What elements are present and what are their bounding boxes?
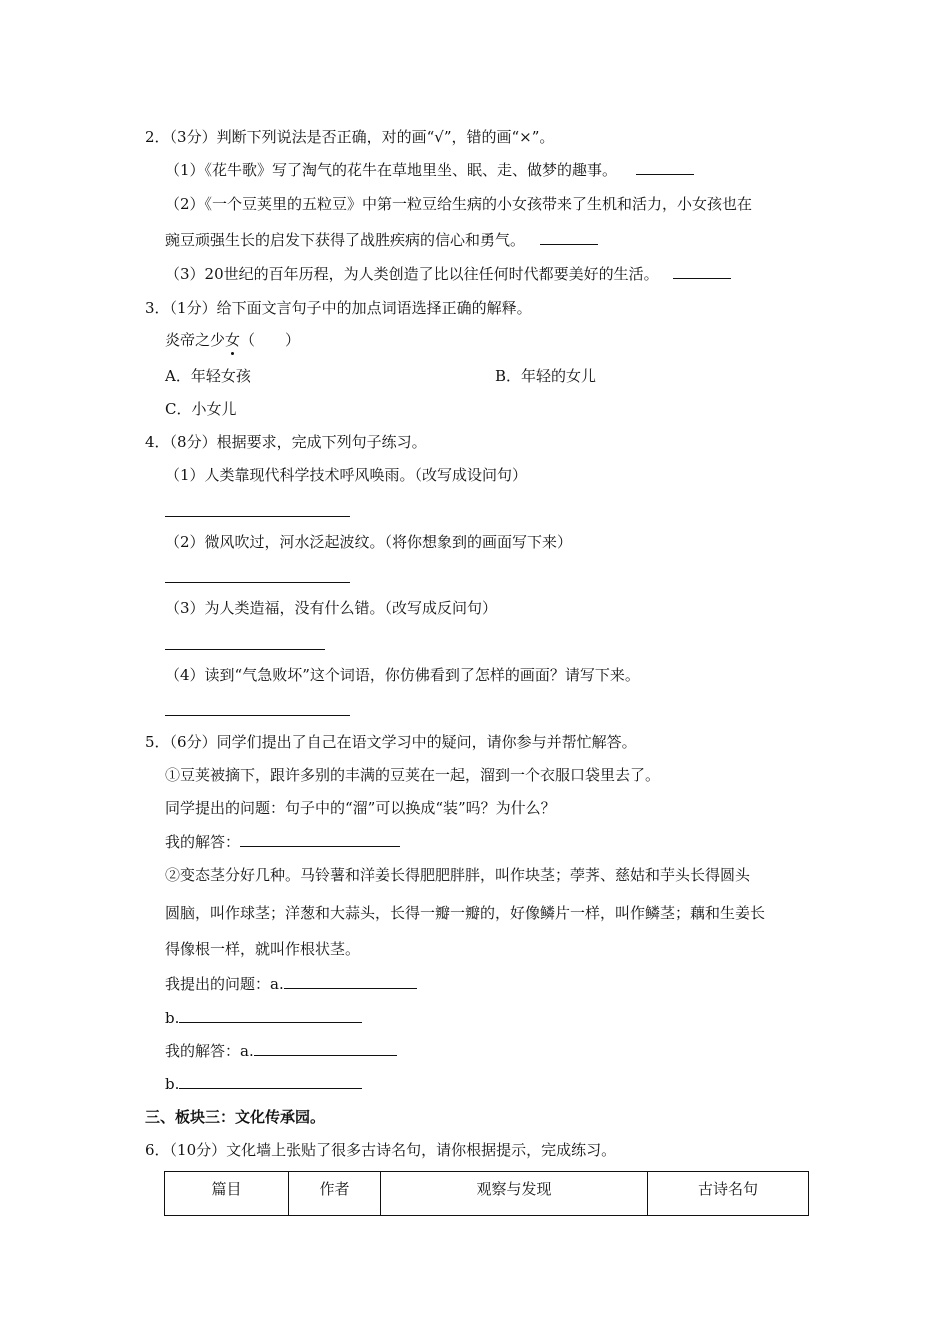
q3-option-a[interactable]: A．年轻女孩 <box>165 367 251 385</box>
q2-item-2-cont-text: 豌豆顽强生长的启发下获得了战胜疾病的信心和勇气。 <box>165 231 526 249</box>
q5-answer-label: 我的解答： <box>165 833 241 851</box>
q5-passage-1: ①豆荚被摘下，跟许多别的丰满的豆荚在一起，溜到一个衣服口袋里去了。 <box>165 766 661 784</box>
answer-blank[interactable] <box>540 230 598 245</box>
q5-classmate-question: 同学提出的问题：句子中的“溜”可以换成“装”吗？为什么？ <box>165 799 556 817</box>
q2-item-2-cont <box>165 230 598 250</box>
q2-stem: 2．（3分）判断下列说法是否正确，对的画“√”，错的画“×”。 <box>145 128 555 146</box>
q3-answer-paren[interactable]: （ ） <box>240 331 301 349</box>
q3-option-c[interactable]: C．小女儿 <box>165 400 237 418</box>
table-header-author: 作者 <box>289 1172 381 1216</box>
q2-item-3-text: （3）20世纪的百年历程，为人类创造了比以往任何时代都要美好的生活。 <box>165 265 659 283</box>
q5-my-answer-a <box>165 1041 397 1061</box>
q3-sentence-pre: 炎帝之少 <box>165 331 226 349</box>
answer-blank[interactable] <box>179 1074 362 1089</box>
q4-answer-line-4[interactable] <box>165 715 350 716</box>
table-header-title: 篇目 <box>165 1172 289 1216</box>
q5-my-question-b <box>165 1008 362 1028</box>
q2-item-2: （2）《一个豆荚里的五粒豆》中第一粒豆给生病的小女孩带来了生机和活力，小女孩也在 <box>165 195 753 213</box>
table-header-observation: 观察与发现 <box>381 1172 648 1216</box>
q4-answer-line-3[interactable] <box>165 649 325 650</box>
answer-blank[interactable] <box>240 832 400 847</box>
q3-sentence <box>165 330 300 350</box>
answer-blank[interactable] <box>254 1041 397 1056</box>
q3-dotted-word: 女 <box>225 331 241 349</box>
answer-blank[interactable] <box>284 974 417 989</box>
q2-item-1 <box>165 160 694 180</box>
q4-item-2: （2）微风吹过，河水泛起波纹。（将你想象到的画面写下来） <box>165 533 573 551</box>
q5-stem: 5．（6分）同学们提出了自己在语文学习中的疑问，请你参与并帮忙解答。 <box>145 733 637 751</box>
q5-passage-2-line-3: 得像根一样，就叫作根状茎。 <box>165 940 361 958</box>
answer-blank[interactable] <box>636 160 694 175</box>
q3-option-b[interactable]: B．年轻的女儿 <box>495 367 597 385</box>
answer-blank[interactable] <box>179 1008 362 1023</box>
q5-answer-1 <box>165 832 400 852</box>
q4-answer-line-1[interactable] <box>165 516 350 517</box>
q5-b-label: b. <box>165 1075 180 1093</box>
section-3-title: 三、板块三：文化传承园。 <box>145 1108 326 1126</box>
q5-my-question-a <box>165 974 417 994</box>
q5-my-answer-b <box>165 1074 362 1094</box>
q4-item-1: （1）人类靠现代科学技术呼风唤雨。（改写成设问句） <box>165 466 528 484</box>
q4-stem: 4．（8分）根据要求，完成下列句子练习。 <box>145 433 427 451</box>
q4-answer-line-2[interactable] <box>165 582 350 583</box>
q5-my-answer-label: 我的解答：a. <box>165 1042 254 1060</box>
q4-item-4: （4）读到“气急败坏”这个词语，你仿佛看到了怎样的画面？请写下来。 <box>165 666 640 684</box>
q5-my-question-label: 我提出的问题：a. <box>165 975 284 993</box>
q3-stem: 3．（1分）给下面文言句子中的加点词语选择正确的解释。 <box>145 299 532 317</box>
q6-stem: 6．（10分）文化墙上张贴了很多古诗名句，请你根据提示，完成练习。 <box>145 1141 617 1159</box>
table-header-poem-line: 古诗名句 <box>648 1172 809 1216</box>
answer-blank[interactable] <box>673 264 731 279</box>
q5-b-label: b. <box>165 1009 180 1027</box>
q2-item-1-text: （1）《花牛歌》写了淘气的花牛在草地里坐、眠、走、做梦的趣事。 <box>165 161 618 179</box>
q4-item-3: （3）为人类造福，没有什么错。（改写成反问句） <box>165 599 498 617</box>
q2-item-3 <box>165 264 731 284</box>
table-header-row <box>165 1172 809 1216</box>
poem-table <box>164 1171 809 1216</box>
q5-passage-2-line-2: 圆脑，叫作球茎；洋葱和大蒜头，长得一瓣一瓣的，好像鳞片一样，叫作鳞茎；藕和生姜长 <box>165 904 766 922</box>
q5-passage-2-line-1: ②变态茎分好几种。马铃薯和洋姜长得肥肥胖胖，叫作块茎；荸荠、慈姑和芋头长得圆头 <box>165 866 751 884</box>
